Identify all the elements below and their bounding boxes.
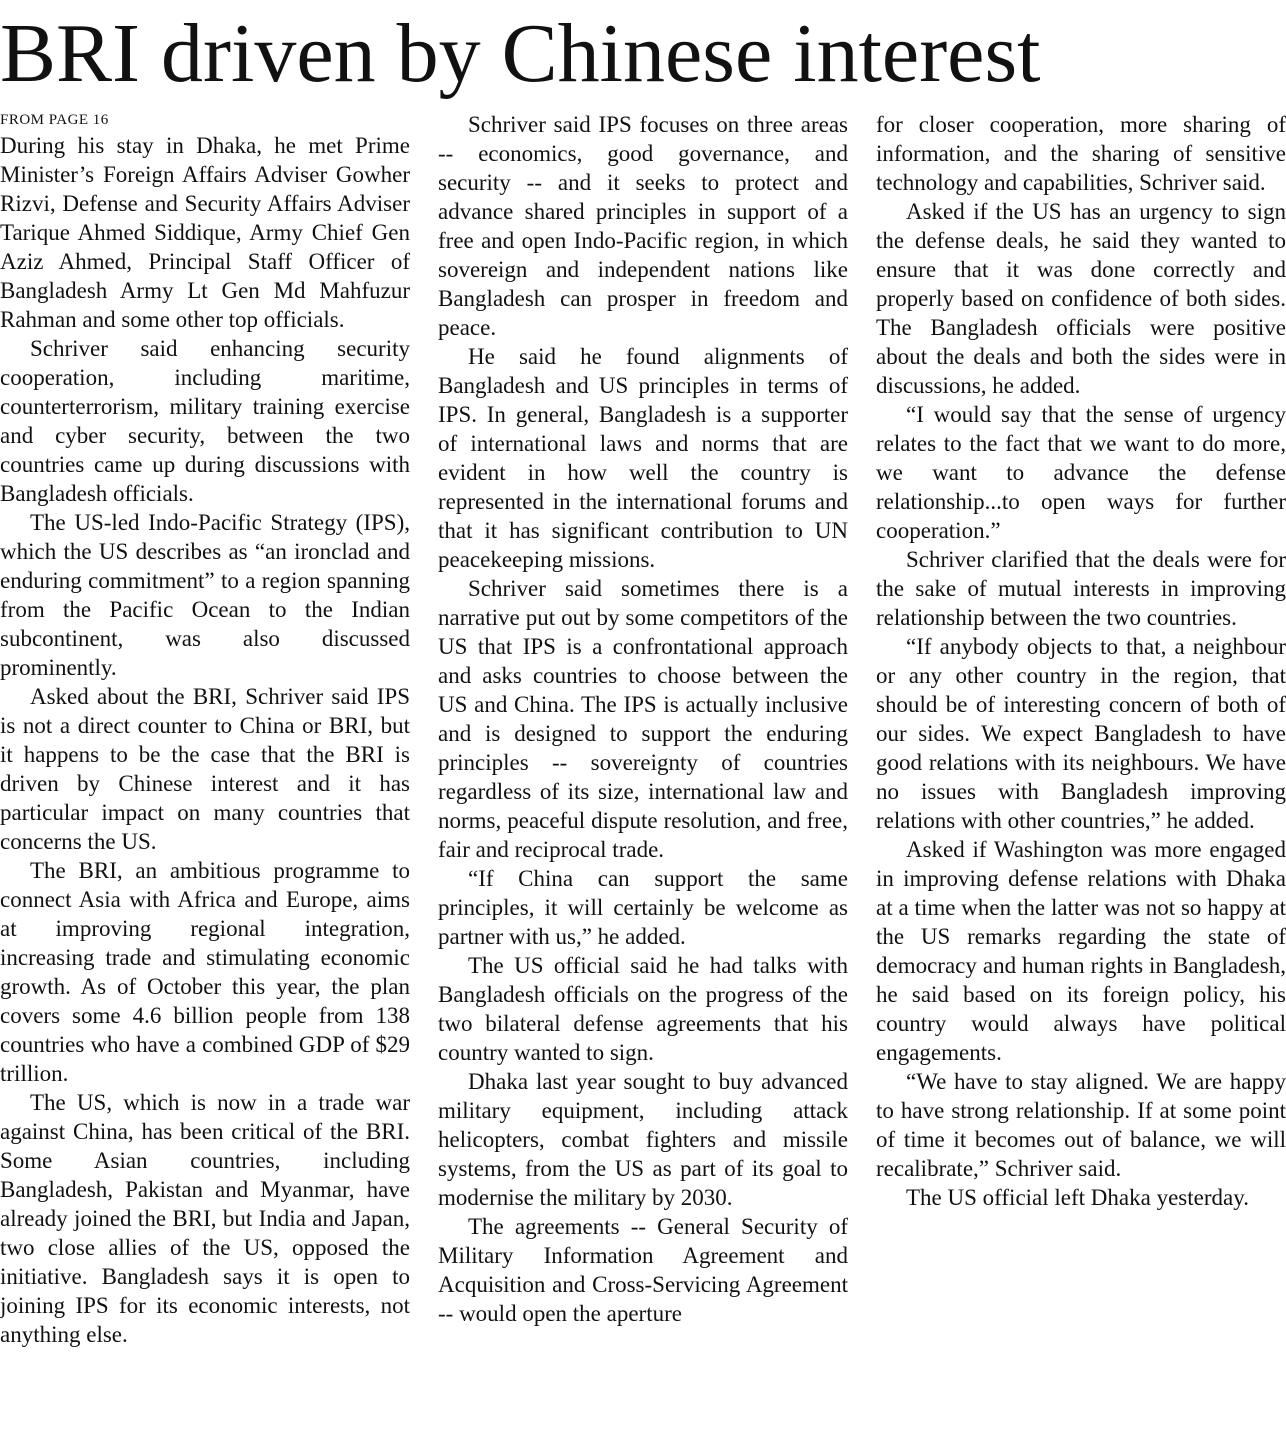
- paragraph: Asked about the BRI, Schriver said IPS is not a direct counter to China or BRI, but it happens to be the case that the BRI is driven by Chinese interest and it has particular impact on many countries that concerns the US.: [0, 684, 410, 854]
- paragraph: “I would say that the sense of urgency relates to the fact that we want to do more, we want to advance the defense relationship...to open ways for further cooperation.”: [876, 402, 1286, 543]
- paragraph: The US official left Dhaka yesterday.: [906, 1185, 1249, 1210]
- paragraph: Asked if Washington was more engaged in improving defense relations with Dhaka at a time when the latter was not so happy at the US remarks regarding the state of democracy and human rights in Bangladesh, he said based on its foreign policy, his country would always have political engagements.: [876, 837, 1286, 1065]
- paragraph: Schriver clarified that the deals were for the sake of mutual interests in improving relationship between the two countries.: [876, 547, 1286, 630]
- article-column-2: [438, 110, 848, 1328]
- paragraph: for closer cooperation, more sharing of information, and the sharing of sensitive technology and capabilities, Schriver said.: [876, 112, 1286, 195]
- paragraph: Asked if the US has an urgency to sign the defense deals, he said they wanted to ensure that it was done correctly and properly based on confidence of both sides. The Bangladesh officials were positive about the deals and both the sides were in discussions, he added.: [876, 199, 1286, 398]
- paragraph: The US-led Indo-Pacific Strategy (IPS), which the US describes as “an ironclad and enduring commitment” to a region spanning from the Pacific Ocean to the Indian subcontinent, was also discussed prominently.: [0, 510, 410, 680]
- paragraph: Dhaka last year sought to buy advanced military equipment, including attack helicopters, combat fighters and missile systems, from the US as part of its goal to modernise the military by 2030.: [438, 1069, 848, 1210]
- paragraph: Schriver said sometimes there is a narrative put out by some competitors of the US that IPS is a confrontational approach and asks countries to choose between the US and China. The IPS is actually inclusive and is designed to support the enduring principles -- sovereignty of countries regardless of its size, international law and norms, peaceful dispute resolution, and free, fair and reciprocal trade.: [438, 576, 848, 862]
- paragraph: Schriver said enhancing security cooperation, including maritime, counterterrorism, military training exercise and cyber security, between the two countries came up during discussions with Bangladesh officials.: [0, 336, 410, 506]
- paragraph: The US official said he had talks with Bangladesh officials on the progress of the two bilateral defense agreements that his country wanted to sign.: [438, 953, 848, 1065]
- paragraph: “We have to stay aligned. We are happy to have strong relationship. If at some point of time it becomes out of balance, we will recalibrate,” Schriver said.: [876, 1069, 1286, 1181]
- continuation-kicker: FROM PAGE 16: [0, 112, 109, 128]
- paragraph: During his stay in Dhaka, he met Prime Minister’s Foreign Affairs Adviser Gowher Rizvi, Defense and Security Affairs Adviser Tarique Ahmed Siddique, Army Chief Gen Aziz Ahmed, Principal Staff Officer of Bangladesh Army Lt Gen Md Mahfuzur Rahman and some other top officials.: [0, 133, 410, 332]
- article-column-3: [876, 110, 1286, 1212]
- article-column-1: [0, 109, 410, 1349]
- paragraph: The US, which is now in a trade war against China, has been critical of the BRI. Some Asian countries, including Bangladesh, Pakistan and Myanmar, have already joined the BRI, but India and Japan, two close allies of the US, opposed the initiative. Bangladesh says it is open to joining IPS for its economic interests, not anything else.: [0, 1090, 410, 1347]
- paragraph: “If China can support the same principles, it will certainly be welcome as partner with us,” he added.: [438, 866, 848, 949]
- paragraph: “If anybody objects to that, a neighbour or any other country in the region, that should be of interesting concern of both of our sides. We expect Bangladesh to have good relations with its neighbours. We have no issues with Bangladesh improving relations with other countries,” he added.: [876, 634, 1286, 833]
- paragraph: The agreements -- General Security of Military Information Agreement and Acquisition and Cross-Servicing Agreement -- would open the aperture: [438, 1214, 848, 1326]
- headline: BRI driven by Chinese interest: [0, 7, 1041, 100]
- paragraph: The BRI, an ambitious programme to connect Asia with Africa and Europe, aims at improving regional integration, increasing trade and stimulating economic growth. As of October this year, the plan covers some 4.6 billion people from 138 countries who have a combined GDP of $29 trillion.: [0, 858, 410, 1086]
- paragraph: Schriver said IPS focuses on three areas -- economics, good governance, and security -- and it seeks to protect and advance shared principles in support of a free and open Indo-Pacific region, in which sovereign and independent nations like Bangladesh can prosper in freedom and peace.: [438, 112, 848, 340]
- paragraph: He said he found alignments of Bangladesh and US principles in terms of IPS. In general, Bangladesh is a supporter of international laws and norms that are evident in how well the country is represented in the international forums and that it has significant contribution to UN peacekeeping missions.: [438, 344, 848, 572]
